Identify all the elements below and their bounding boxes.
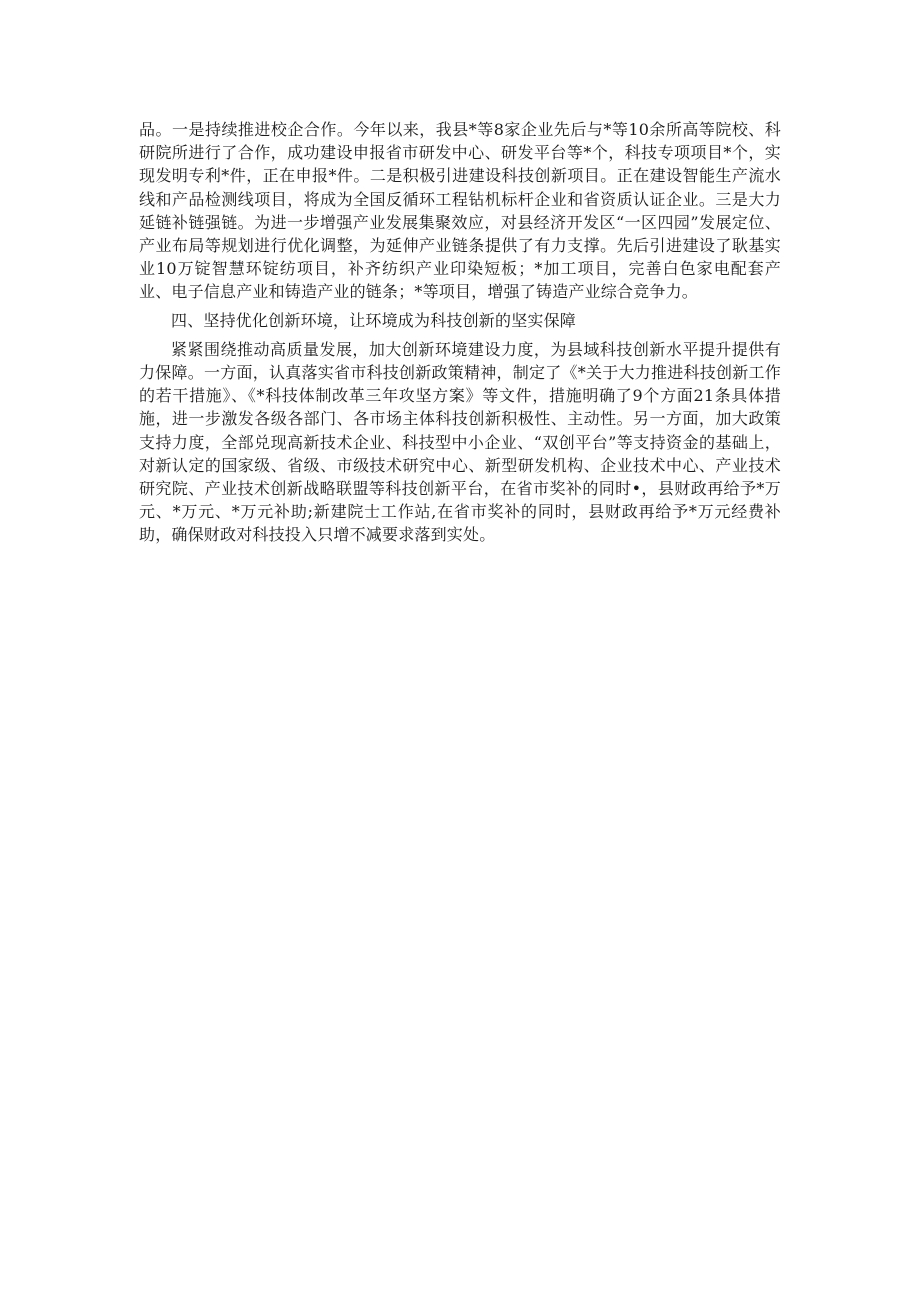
section-heading: 四、坚持优化创新环境，让环境成为科技创新的坚实保障 <box>171 310 577 330</box>
document-page <box>139 118 781 547</box>
paragraph-continued: 品。一是持续推进校企合作。今年以来，我县*等8家企业先后与*等10余所高等院校、科研院所进行了合作，成功建设申报省市研发中心、研发平台等*个，科技专项项目*个，实现发明专利*件，正在申报*件。二是积极引进建设科技创新项目。正在建设智能生产流水线和产品检测线项目，将成为全国反循环工程钻机标杆企业和省资质认证企业。三是大力延链补链强链。为进一步增强产业发展集聚效应，对县经济开发区“一区四园”发展定位、产业布局等规划进行优化调整，为延伸产业链条提供了有力支撑。先后引进建设了耿基实业10万锭智慧环锭纺项目，补齐纺织产业印染短板；*加工项目，完善白色家电配套产业、电子信息产业和铸造产业的链条；*等项目，增强了铸造产业综合竞争力。 <box>139 120 781 302</box>
paragraph-body: 紧紧围绕推动高质量发展，加大创新环境建设力度，为县域科技创新水平提升提供有力保障。一方面，认真落实省市科技创新政策精神，制定了《*关于大力推进科技创新工作的若干措施》、《*科技体制改革三年攻坚方案》等文件，措施明确了9个方面21条具体措施，进一步激发各级各部门、各市场主体科技创新积极性、主动性。另一方面，加大政策支持力度，全部兑现高新技术企业、科技型中小企业、“双创平台”等支持资金的基础上，对新认定的国家级、省级、市级技术研究中心、新型研发机构、企业技术中心、产业技术研究院、产业技术创新战略联盟等科技创新平台，在省市奖补的同时•，县财政再给予*万元、*万元、*万元补助;新建院士工作站,在省市奖补的同时，县财政再给予*万元经费补助，确保财政对科技投入只增不减要求落到实处。 <box>139 339 781 545</box>
